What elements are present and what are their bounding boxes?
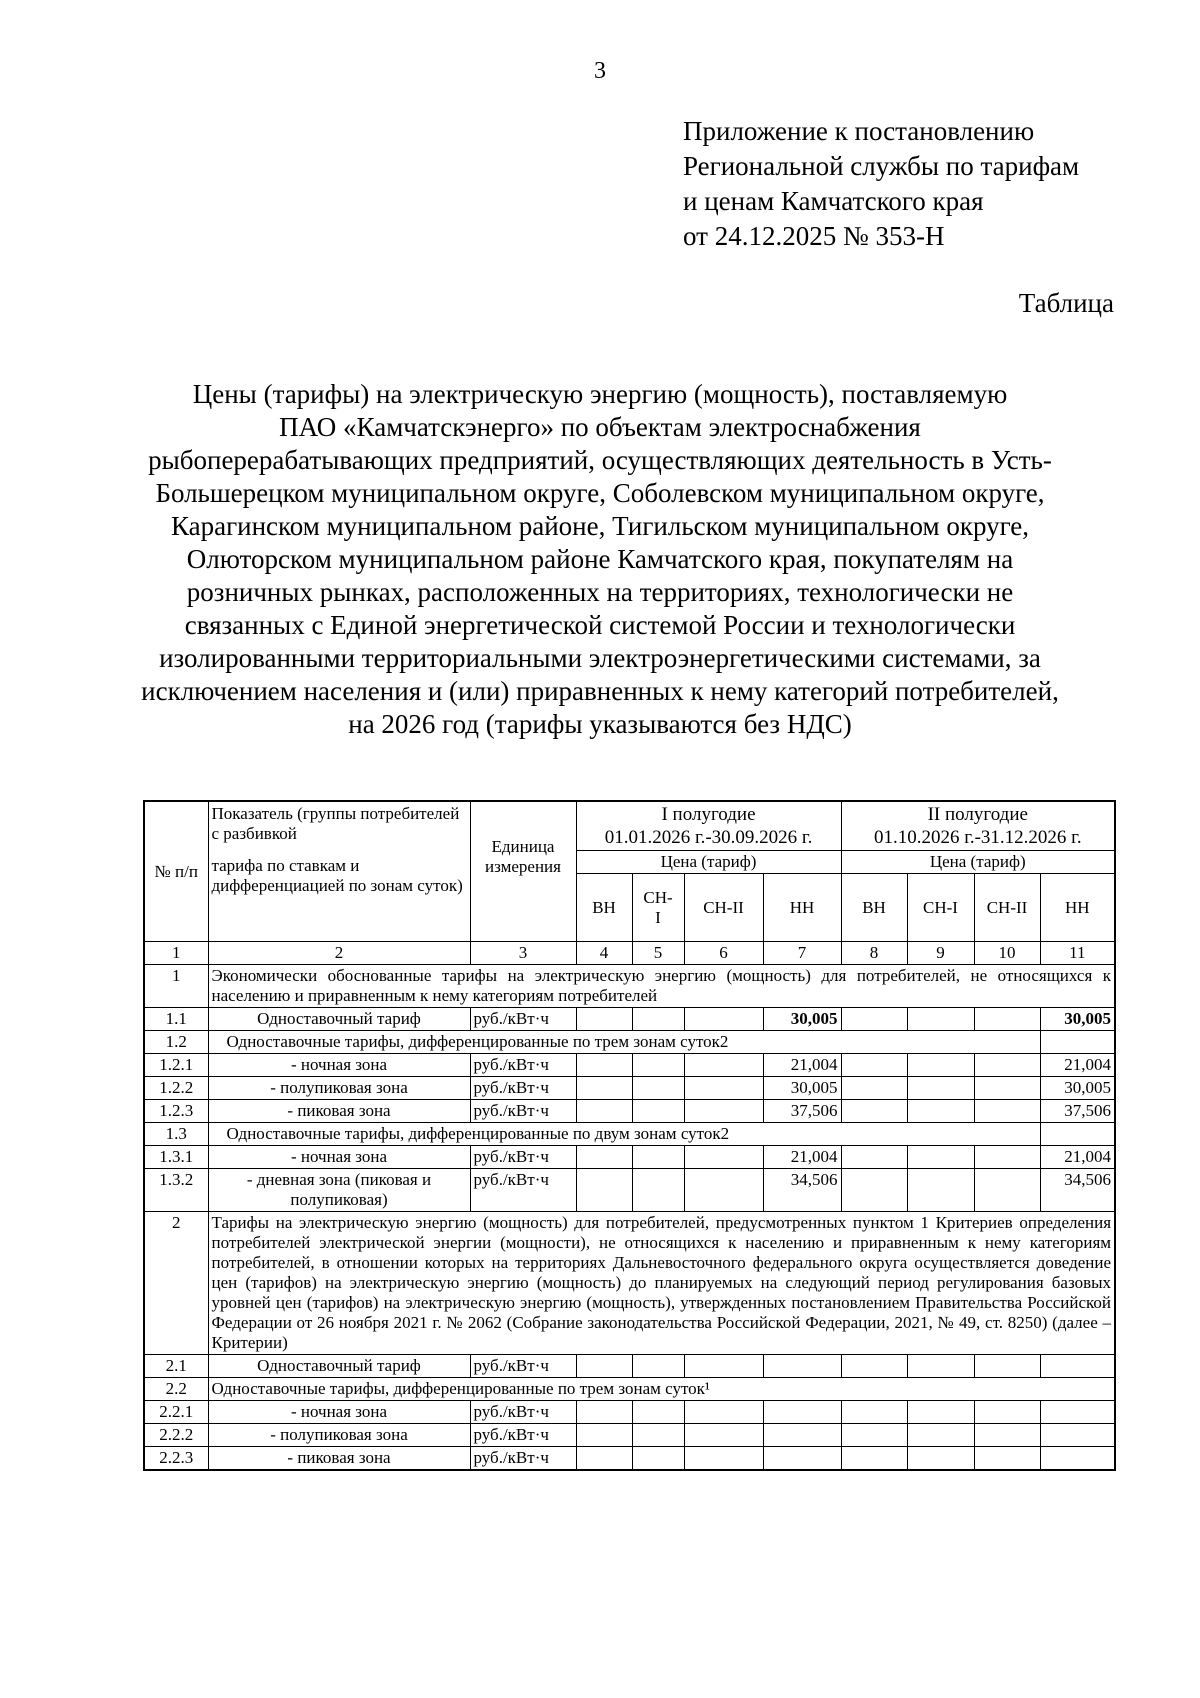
cell-sn2-1 <box>684 1054 763 1077</box>
col-number: 1 <box>144 942 208 965</box>
header-vn2: ВН <box>841 874 907 942</box>
row-num: 1.3.1 <box>144 1146 208 1169</box>
cell-sn2-2 <box>974 1401 1040 1424</box>
title-line: ПАО «Камчатскэнерго» по объектам электроснабжения <box>279 412 921 442</box>
table-row <box>144 1401 1115 1424</box>
cell-vn1 <box>576 1054 632 1077</box>
cell-nn2: 34,506 <box>1040 1169 1115 1212</box>
appendix-line: и ценам Камчатского края <box>683 186 984 216</box>
cell-sn1-2 <box>907 1146 974 1169</box>
tariff-table <box>143 800 1116 1471</box>
header-nn1: НН <box>763 874 841 942</box>
cell-sn1-2 <box>907 1424 974 1447</box>
row-num: 2.2 <box>144 1378 208 1401</box>
header-unit: Единица измерения <box>470 801 576 942</box>
header-row <box>144 801 1115 851</box>
title-line: связанных с Единой энергетической системой России и технологически <box>184 610 1016 640</box>
cell-sn1-2 <box>907 1100 974 1123</box>
cell-nn1: 30,005 <box>763 1077 841 1100</box>
cell-vn2 <box>841 1447 907 1471</box>
header-half1 <box>576 801 841 851</box>
col-number: 7 <box>763 942 841 965</box>
row-name: - ночная зона <box>208 1146 470 1169</box>
cell-sn2-1 <box>684 1447 763 1471</box>
cell-nn1: 30,005 <box>763 1008 841 1031</box>
table-row <box>144 1355 1115 1378</box>
row-unit: руб./кВт·ч <box>470 1355 576 1378</box>
cell-sn2-2 <box>974 1424 1040 1447</box>
header-sn1-part: I <box>655 907 661 927</box>
row-name: - ночная зона <box>208 1401 470 1424</box>
col-number: 10 <box>974 942 1040 965</box>
col-number: 8 <box>841 942 907 965</box>
cell-sn2-1 <box>684 1100 763 1123</box>
section-row <box>144 1212 1115 1355</box>
cell-sn2-1 <box>684 1008 763 1031</box>
cell-sn2-2 <box>974 1008 1040 1031</box>
cell-sn2-2 <box>974 1355 1040 1378</box>
cell-vn2 <box>841 1169 907 1212</box>
cell-sn1-2 <box>907 1447 974 1471</box>
row-num: 1.1 <box>144 1008 208 1031</box>
cell-sn1-2 <box>907 1355 974 1378</box>
cell-sn1-2 <box>907 1008 974 1031</box>
col-number: 11 <box>1040 942 1115 965</box>
cell-vn1 <box>576 1401 632 1424</box>
cell-nn2 <box>1040 1424 1115 1447</box>
cell-vn1 <box>576 1355 632 1378</box>
header-vn1: ВН <box>576 874 632 942</box>
section-num: 1 <box>144 965 208 1008</box>
title-line: рыбоперерабатывающих предприятий, осуществляющих деятельность в Усть- <box>148 445 1052 475</box>
cell-vn2 <box>841 1100 907 1123</box>
row-name: - дневная зона (пиковая и полупиковая) <box>208 1169 470 1212</box>
page-number: 3 <box>594 58 606 84</box>
cell-vn2 <box>841 1054 907 1077</box>
appendix-note <box>683 114 1079 254</box>
col-number: 6 <box>684 942 763 965</box>
header-half1-title: I полугодие <box>661 804 756 825</box>
cell-vn2 <box>841 1008 907 1031</box>
row-name: - пиковая зона <box>208 1447 470 1471</box>
cell-nn1 <box>763 1401 841 1424</box>
cell-sn2-2 <box>974 1054 1040 1077</box>
cell-sn2-1 <box>684 1424 763 1447</box>
title-line: исключением населения и (или) приравненных к нему категорий потребителей, <box>141 676 1059 706</box>
cell-nn2 <box>1040 1447 1115 1471</box>
cell-vn1 <box>576 1100 632 1123</box>
table-row <box>144 1054 1115 1077</box>
title-line: Олюторском муниципальном районе Камчатского края, покупателям на <box>186 544 1014 574</box>
cell-nn1 <box>763 1447 841 1471</box>
row-unit: руб./кВт·ч <box>470 1146 576 1169</box>
cell-sn2-1 <box>684 1169 763 1212</box>
title-line: Карагинском муниципальном районе, Тигильском муниципальном округе, <box>170 511 1030 541</box>
col-number: 3 <box>470 942 576 965</box>
cell-vn2 <box>841 1355 907 1378</box>
table-row <box>144 1100 1115 1123</box>
header-indicator <box>208 801 470 942</box>
row-name: - полупиковая зона <box>208 1077 470 1100</box>
title-line: Большерецком муниципальном округе, Соболевском муниципальном округе, <box>155 478 1045 508</box>
row-subheading: Одноставочные тарифы, дифференцированные по трем зонам суток¹ <box>208 1378 1115 1401</box>
header-sn2-1: СН-II <box>684 874 763 942</box>
cell-sn2-1 <box>684 1401 763 1424</box>
cell-nn1 <box>763 1355 841 1378</box>
table-label: Таблица <box>1018 288 1114 318</box>
row-subheading: Одноставочные тарифы, дифференцированные по трем зонам суток2 <box>208 1031 1040 1054</box>
cell-sn1-1 <box>632 1355 684 1378</box>
table-row <box>144 1031 1115 1054</box>
col-number: 9 <box>907 942 974 965</box>
row-num: 1.2 <box>144 1031 208 1054</box>
col-number: 5 <box>632 942 684 965</box>
cell-empty <box>1040 1123 1115 1146</box>
cell-vn2 <box>841 1424 907 1447</box>
header-sn1-2: СН-I <box>907 874 974 942</box>
row-unit: руб./кВт·ч <box>470 1401 576 1424</box>
cell-vn1 <box>576 1008 632 1031</box>
cell-nn2 <box>1040 1401 1115 1424</box>
header-sn2-2: СН-II <box>974 874 1040 942</box>
cell-vn2 <box>841 1401 907 1424</box>
cell-sn1-1 <box>632 1146 684 1169</box>
header-indicator-a: Показатель (группы потребителей с разбивкой <box>211 804 460 843</box>
cell-sn1-1 <box>632 1008 684 1031</box>
row-num: 1.3.2 <box>144 1169 208 1212</box>
table-row <box>144 1378 1115 1401</box>
row-unit: руб./кВт·ч <box>470 1008 576 1031</box>
cell-vn1 <box>576 1077 632 1100</box>
cell-vn1 <box>576 1424 632 1447</box>
table-row <box>144 1077 1115 1100</box>
cell-vn1 <box>576 1447 632 1471</box>
cell-vn2 <box>841 1146 907 1169</box>
header-num: № п/п <box>144 801 208 942</box>
header-indicator-b: тарифа по ставкам и дифференциацией по зонам суток) <box>211 856 463 895</box>
row-name: - полупиковая зона <box>208 1424 470 1447</box>
cell-sn2-1 <box>684 1146 763 1169</box>
cell-empty <box>1040 1031 1115 1054</box>
title-line: на 2026 год (тарифы указываются без НДС) <box>348 709 852 739</box>
row-num: 1.2.2 <box>144 1077 208 1100</box>
appendix-line: Приложение к постановлению <box>683 116 1035 146</box>
table-row <box>144 1123 1115 1146</box>
row-unit: руб./кВт·ч <box>470 1447 576 1471</box>
cell-vn2 <box>841 1077 907 1100</box>
cell-vn1 <box>576 1169 632 1212</box>
cell-sn1-1 <box>632 1100 684 1123</box>
header-sn1-part: СН- <box>643 887 673 907</box>
cell-sn2-2 <box>974 1447 1040 1471</box>
header-price2: Цена (тариф) <box>841 851 1115 874</box>
cell-sn1-1 <box>632 1077 684 1100</box>
col-number: 2 <box>208 942 470 965</box>
cell-sn1-1 <box>632 1447 684 1471</box>
title-line: изолированными территориальными электроэнергетическими системами, за <box>159 643 1041 673</box>
cell-sn2-2 <box>974 1169 1040 1212</box>
row-num: 1.2.1 <box>144 1054 208 1077</box>
appendix-line: от 24.12.2025 № 353-Н <box>683 221 945 251</box>
header-half2 <box>841 801 1115 851</box>
cell-nn1: 37,506 <box>763 1100 841 1123</box>
row-num: 1.2.3 <box>144 1100 208 1123</box>
cell-nn2: 30,005 <box>1040 1008 1115 1031</box>
cell-nn2: 37,506 <box>1040 1100 1115 1123</box>
cell-sn1-1 <box>632 1169 684 1212</box>
table-row <box>144 1146 1115 1169</box>
cell-nn1: 34,506 <box>763 1169 841 1212</box>
cell-nn1 <box>763 1424 841 1447</box>
row-unit: руб./кВт·ч <box>470 1077 576 1100</box>
row-name: - пиковая зона <box>208 1100 470 1123</box>
cell-nn2: 21,004 <box>1040 1054 1115 1077</box>
cell-sn2-2 <box>974 1100 1040 1123</box>
column-number-row <box>144 942 1115 965</box>
cell-sn2-1 <box>684 1077 763 1100</box>
header-sn1-1 <box>632 874 684 942</box>
cell-sn1-1 <box>632 1401 684 1424</box>
row-unit: руб./кВт·ч <box>470 1100 576 1123</box>
cell-nn1: 21,004 <box>763 1054 841 1077</box>
cell-sn1-1 <box>632 1054 684 1077</box>
cell-sn2-2 <box>974 1077 1040 1100</box>
cell-sn2-2 <box>974 1146 1040 1169</box>
header-half2-period: 01.10.2026 г.-31.12.2026 г. <box>873 827 1082 848</box>
document-title <box>100 378 1100 741</box>
table-row <box>144 1424 1115 1447</box>
section-num: 2 <box>144 1212 208 1355</box>
header-price1: Цена (тариф) <box>576 851 841 874</box>
cell-nn2: 21,004 <box>1040 1146 1115 1169</box>
cell-sn1-2 <box>907 1077 974 1100</box>
row-num: 2.2.1 <box>144 1401 208 1424</box>
header-half2-title: II полугодие <box>927 804 1028 825</box>
table-row <box>144 1008 1115 1031</box>
cell-nn1: 21,004 <box>763 1146 841 1169</box>
row-name: Одноставочный тариф <box>208 1008 470 1031</box>
cell-nn2 <box>1040 1355 1115 1378</box>
cell-vn1 <box>576 1146 632 1169</box>
row-num: 2.2.2 <box>144 1424 208 1447</box>
cell-sn1-1 <box>632 1424 684 1447</box>
table-row <box>144 1169 1115 1212</box>
cell-sn1-2 <box>907 1169 974 1212</box>
row-name: - ночная зона <box>208 1054 470 1077</box>
row-unit: руб./кВт·ч <box>470 1169 576 1212</box>
title-line: Цены (тарифы) на электрическую энергию (мощность), поставляемую <box>192 379 1008 409</box>
header-half1-period: 01.01.2026 г.-30.09.2026 г. <box>604 827 813 848</box>
section-text: Экономически обоснованные тарифы на электрическую энергию (мощность) для потребителей, не относящихся к населению и приравненным к нему категориям потребителей <box>208 965 1115 1008</box>
row-unit: руб./кВт·ч <box>470 1054 576 1077</box>
cell-nn2: 30,005 <box>1040 1077 1115 1100</box>
row-name: Одноставочный тариф <box>208 1355 470 1378</box>
row-num: 1.3 <box>144 1123 208 1146</box>
cell-sn1-2 <box>907 1401 974 1424</box>
row-num: 2.1 <box>144 1355 208 1378</box>
row-subheading: Одноставочные тарифы, дифференцированные по двум зонам суток2 <box>208 1123 1040 1146</box>
header-nn2: НН <box>1040 874 1115 942</box>
table-row <box>144 1447 1115 1471</box>
cell-sn2-1 <box>684 1355 763 1378</box>
col-number: 4 <box>576 942 632 965</box>
section-text: Тарифы на электрическую энергию (мощность) для потребителей, предусмотренных пунктом 1 Критериев определения потребителей электрической энергии (мощности), не относящихся к населению и приравненным к нему категориям потребителей, в отношении которых на территориях Дальневосточного федерального округа осуществляется доведение цен (тарифов) на электрическую энергию (мощность) до планируемых на следующий период регулирования базовых уровней цен (тарифов) на электрическую энергию (мощность), утвержденных постановлением Правительства Российской Федерации от 26 ноября 2021 г. № 2062 (Собрание законодательства Российской Федерации, 2021, № 49, ст. 8250) (далее – Критерии) <box>208 1212 1115 1355</box>
row-unit: руб./кВт·ч <box>470 1424 576 1447</box>
row-num: 2.2.3 <box>144 1447 208 1471</box>
cell-sn1-2 <box>907 1054 974 1077</box>
appendix-line: Региональной службы по тарифам <box>683 151 1080 181</box>
section-row <box>144 965 1115 1008</box>
title-line: розничных рынках, расположенных на территориях, технологически не <box>186 577 1014 607</box>
